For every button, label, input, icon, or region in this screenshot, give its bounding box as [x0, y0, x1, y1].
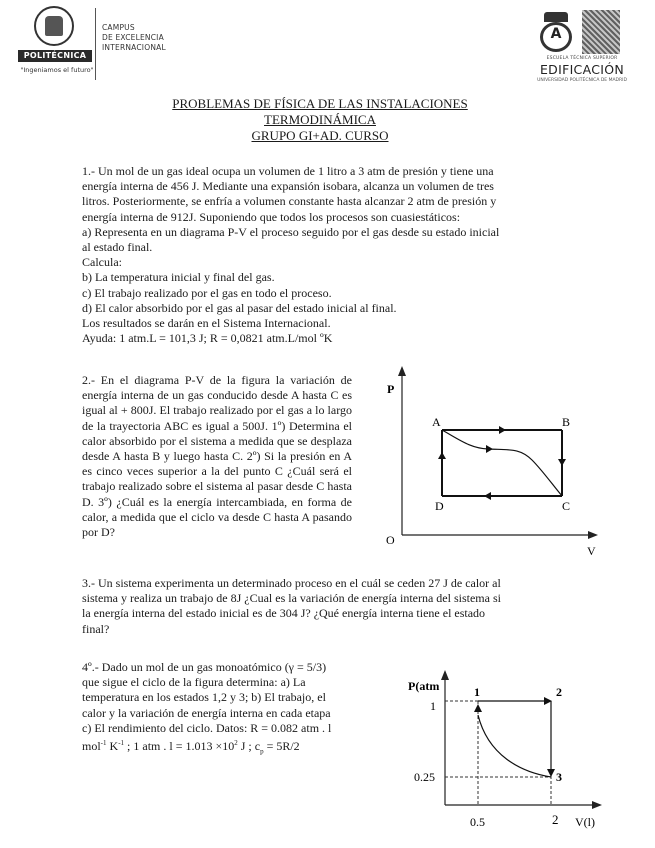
point-a-label: A — [432, 415, 441, 429]
upm-logo-band: POLITÉCNICA — [18, 50, 92, 62]
problem-4 — [82, 660, 362, 760]
header-divider — [95, 8, 96, 80]
problem-3-line: la energía interna del estado inicial es de 304 J? ¿Qué energía interna tiene el estado — [82, 606, 486, 621]
problem-1-line: Calcula: — [82, 255, 122, 270]
title-line-2: TERMODINÁMICA — [264, 112, 376, 127]
problem-1-line: energía interna de 912J. Suponiendo que todos los procesos son cuasiestáticos: — [82, 209, 461, 224]
problem-1-line: a) Representa en un diagrama P-V el proceso seguido por el gas desde su estado inicial — [82, 224, 500, 239]
problem-1-line: litros. Posteriormente, se enfría a volumen constante hasta alcanzar 2 atm de presión y — [82, 194, 497, 209]
problem-3-line: final? — [82, 621, 110, 636]
x-tick-05: 0.5 — [470, 815, 485, 829]
p-axis-label: P(atm — [408, 679, 440, 693]
problem-2-pv-diagram — [380, 360, 600, 560]
campus-excelencia-label — [102, 23, 166, 53]
problem-4-pv-diagram — [370, 660, 620, 840]
point-d-label: D — [435, 499, 444, 513]
state-3-label: 3 — [556, 770, 562, 784]
problem-1-line: d) El calor absorbido por el gas al pasar del estado inicial al final. — [82, 300, 397, 315]
problem-4-line: c) El rendimiento del ciclo. Datos: R = 0.082 atm . l — [82, 720, 332, 735]
campus-line: DE EXCELENCIA — [102, 33, 164, 42]
page-title — [120, 96, 520, 144]
problem-2-text: 2.- En el diagrama P-V de la figura la variación de energía interna de un gas conducido desde A hasta C es igual al + 800J. El trabajo realizado por el gas a lo largo de la trayectoria ABC es igual a 500J. 1º) Determina el calor absorbido por el sistema a medida que se desplaza desde A hasta B y luego hasta C. 2º) Si la presión en A es cinco veces superior a la del punto C ¿Cuál será el trabajo realizado sobre el sistema al pasar desde C hasta D. 3º) ¿Cuál es la energía intercambiada, en forma de calor, a medida que el ciclo va desde C hasta A pasando por D? — [82, 373, 352, 540]
problem-1-line: al estado final. — [82, 240, 153, 255]
origin-label: O — [386, 533, 395, 547]
problem-1-line: 1.- Un mol de un gas ideal ocupa un volumen de 1 litro a 3 atm de presión y tiene una — [82, 164, 494, 178]
y-tick-025: 0.25 — [414, 770, 435, 784]
university-label: UNIVERSIDAD POLITÉCNICA DE MADRID — [537, 78, 627, 83]
y-tick-1: 1 — [430, 699, 436, 713]
problem-4-line: calor y la variación de energía interna en cada etapa — [82, 705, 331, 720]
problem-4-data-line: mol$^{-1}$ $K^{-1}$ ; 1 atm . $l = 1.013 \times 10^2$ J ; $c_p = 5R/2$ — [82, 739, 300, 756]
edificacion-logo — [534, 8, 630, 88]
upm-logo — [18, 6, 92, 82]
point-c-label: C — [562, 499, 571, 513]
title-line-3: GRUPO GI+AD. CURSO — [251, 128, 389, 143]
state-1-label: 1 — [474, 685, 480, 699]
crest-icon: A — [538, 12, 574, 54]
edificacion-name: EDIFICACIÓN — [539, 62, 625, 77]
problem-1-line: c) El trabajo realizado por el gas en todo el proceso. — [82, 285, 332, 300]
v-axis-label: V(l) — [575, 815, 595, 829]
problem-1 — [82, 164, 562, 346]
coat-of-arms-icon — [582, 10, 620, 54]
problem-4-line: temperatura en los estados 1,2 y 3; b) El trabajo, el — [82, 690, 326, 705]
upm-motto: "Ingeniamos el futuro" — [20, 66, 94, 74]
problem-1-line: Ayuda: 1 atm.L = 101,3 J; R = 0,0821 atm.L/mol ºK — [82, 331, 333, 346]
problem-1-line: energía interna de 456 J. Mediante una expansión isobara, alcanza un volumen de tres — [82, 179, 494, 194]
problem-4-line: 4º.- Dado un mol de un gas monoatómico (γ = 5/3) — [82, 660, 327, 674]
problem-3-line: sistema y realiza un trabajo de 8J ¿Cual es la variación de energía interna del sistema si — [82, 591, 501, 606]
problem-3 — [82, 576, 562, 637]
x-tick-2: 2 — [552, 812, 559, 827]
problem-1-line: b) La temperatura inicial y final del gas. — [82, 270, 275, 285]
upm-seal-icon — [34, 6, 74, 46]
v-axis-label: V — [587, 544, 596, 558]
campus-line: CAMPUS — [102, 23, 135, 32]
problem-4-line: que sigue el ciclo de la figura determina: a) La — [82, 675, 306, 690]
p-axis-label: P — [387, 382, 395, 396]
campus-line: INTERNACIONAL — [102, 43, 166, 52]
school-label: ESCUELA TÉCNICA SUPERIOR — [546, 56, 618, 61]
problem-3-line: 3.- Un sistema experimenta un determinado proceso en el cuál se ceden 27 J de calor al — [82, 576, 501, 590]
title-line-1: PROBLEMAS DE FÍSICA DE LAS INSTALACIONES — [172, 96, 468, 111]
point-b-label: B — [562, 415, 571, 429]
problem-1-line: Los resultados se darán en el Sistema Internacional. — [82, 316, 331, 331]
state-2-label: 2 — [556, 685, 562, 699]
